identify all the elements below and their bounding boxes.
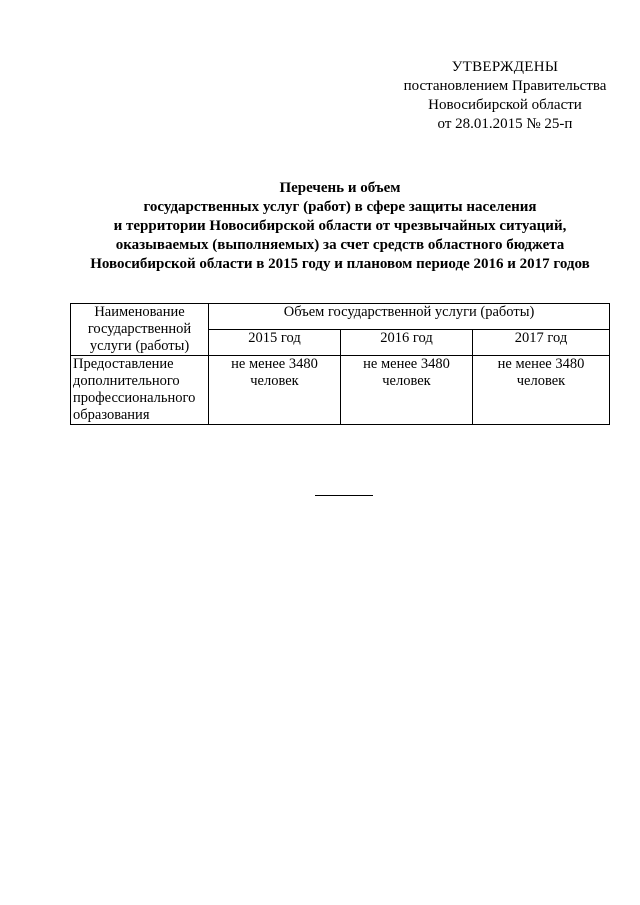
title-line: оказываемых (выполняемых) за счет средств областного бюджета — [115, 237, 565, 253]
value-line: не менее 3480 — [231, 356, 318, 372]
value-line: человек — [382, 373, 431, 389]
title-line: государственных услуг (работ) в сфере защиты населения — [143, 199, 537, 215]
approval-line: от 28.01.2015 № 25-п — [437, 116, 573, 132]
value-cell-2016 — [341, 356, 473, 425]
approval-title: УТВЕРЖДЕНЫ — [451, 59, 559, 75]
document-title — [40, 179, 640, 274]
services-table — [70, 303, 610, 425]
year-header-cell: 2017 год — [473, 330, 610, 356]
volume-header-cell: Объем государственной услуги (работы) — [209, 304, 610, 330]
name-header-line: услуги (работы) — [89, 338, 190, 354]
service-name-line: образования — [73, 407, 150, 423]
service-name-line: дополнительного — [73, 373, 180, 389]
end-divider — [315, 495, 373, 496]
approval-block — [380, 58, 630, 134]
value-cell-2017 — [473, 356, 610, 425]
value-line: человек — [250, 373, 299, 389]
year-header-cell: 2016 год — [341, 330, 473, 356]
value-line: не менее 3480 — [497, 356, 585, 372]
name-header-cell — [71, 304, 209, 356]
approval-line: постановлением Правительства — [403, 78, 607, 94]
table-header-row — [71, 304, 610, 330]
service-name-line: профессионального — [73, 390, 196, 406]
table-row — [71, 356, 610, 425]
value-line: не менее 3480 — [363, 356, 450, 372]
service-name-line: Предоставление — [73, 356, 174, 372]
value-cell-2015 — [209, 356, 341, 425]
value-line: человек — [516, 373, 566, 389]
name-header-line: государственной — [87, 321, 192, 337]
service-name-cell — [71, 356, 209, 425]
name-header-line: Наименование — [94, 304, 185, 320]
title-line: Новосибирской области в 2015 году и плановом периоде 2016 и 2017 годов — [90, 256, 590, 272]
title-line: Перечень и объем — [279, 180, 401, 196]
year-header-cell: 2015 год — [209, 330, 341, 356]
title-line: и территории Новосибирской области от чрезвычайных ситуаций, — [113, 218, 567, 234]
approval-line: Новосибирской области — [428, 97, 582, 113]
